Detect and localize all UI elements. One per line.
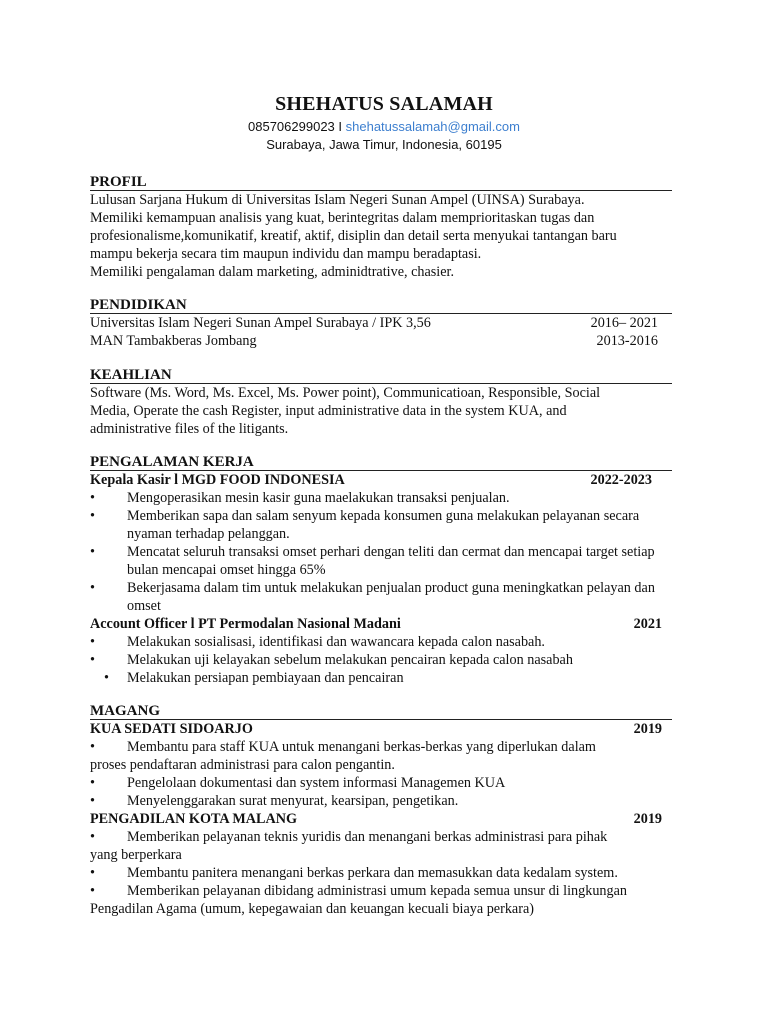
list-item: • Mengoperasikan mesin kasir guna maelakukan transaksi penjualan.: [90, 490, 510, 506]
phone-number: 085706299023 I: [248, 119, 342, 134]
job-header: [90, 615, 672, 633]
bullet: •: [90, 580, 95, 596]
job-role: Account Officer l PT Permodalan Nasional Madani: [90, 616, 401, 632]
list-item: • Melakukan sosialisasi, identifikasi dan wawancara kepada calon nasabah.: [90, 634, 545, 650]
profil-line: profesionalisme,komunikatif, kreatif, aktif, disiplin dan detail serta menyukai tantangan baru: [90, 228, 617, 244]
bullet: •: [90, 652, 95, 668]
list-item: • Melakukan uji kelayakan sebelum melakukan pencairan kepada calon nasabah: [90, 652, 573, 668]
education-school: MAN Tambakberas Jombang: [90, 333, 257, 349]
job-years: 2022-2023: [590, 472, 652, 488]
list-item: • Pengelolaan dokumentasi dan system informasi Managemen KUA: [90, 775, 506, 791]
internship-year: 2019: [633, 811, 662, 827]
bullet: •: [90, 829, 95, 845]
list-item: • Membantu para staff KUA untuk menangani berkas-berkas yang diperlukan dalam: [90, 739, 596, 755]
bullet: •: [90, 775, 95, 791]
internship-header: [90, 720, 672, 738]
list-item: • Membantu panitera menangani berkas perkara dan memasukkan data kedalam system.: [90, 865, 618, 881]
internship-header: [90, 810, 672, 828]
section-title-magang: MAGANG: [90, 703, 672, 720]
section-title-profil: PROFIL: [90, 174, 672, 191]
keahlian-text: [90, 384, 672, 438]
section-title-pendidikan: PENDIDIKAN: [90, 297, 672, 314]
resume-content: [90, 174, 672, 918]
profil-text: [90, 191, 672, 281]
list-item-continuation: Pengadilan Agama (umum, kepegawaian dan keuangan kecuali biaya perkara): [90, 901, 534, 917]
bullet: •: [90, 739, 95, 755]
list-item: • Mencatat seluruh transaksi omset perhari dengan teliti dan cermat dan mencapai target setiap bulan mencapai omset hingga 65%: [90, 544, 655, 578]
profil-line: Memiliki kemampuan analisis yang kuat, berintegritas dalam memprioritaskan tugas dan: [90, 210, 595, 226]
job-role: Kepala Kasir l MGD FOOD INDONESIA: [90, 472, 345, 488]
job-years: 2021: [633, 616, 662, 632]
keahlian-line: administrative files of the litigants.: [90, 421, 289, 437]
internship-name: KUA SEDATI SIDOARJO: [90, 721, 253, 737]
profil-line: Memiliki pengalaman dalam marketing, adminidtrative, chasier.: [90, 264, 455, 280]
email-link[interactable]: shehatussalamah@gmail.com: [345, 119, 520, 134]
internship-name: PENGADILAN KOTA MALANG: [90, 811, 298, 827]
bullet: •: [90, 865, 95, 881]
section-title-keahlian: KEAHLIAN: [90, 367, 672, 384]
bullet: •: [90, 544, 95, 560]
internship-year: 2019: [633, 721, 662, 737]
list-item: • Menyelenggarakan surat menyurat, kearsipan, pengetikan.: [90, 793, 459, 809]
bullet: •: [90, 508, 95, 524]
bullet: •: [104, 670, 109, 686]
bullet: •: [90, 490, 95, 506]
keahlian-line: Media, Operate the cash Register, input administrative data in the system KUA, and: [90, 403, 567, 419]
list-item: • Memberikan pelayanan teknis yuridis dan menangani berkas administrasi para pihak: [90, 829, 608, 845]
bullet: •: [90, 793, 95, 809]
bullet: •: [90, 883, 95, 899]
bullet: •: [90, 634, 95, 650]
list-item: • Memberikan sapa dan salam senyum kepada konsumen guna melakukan pelayanan secara nyaman terhadap pelanggan.: [90, 508, 640, 542]
list-item-continuation: proses pendaftaran administrasi para calon pengantin.: [90, 757, 395, 773]
section-title-pengalaman: PENGALAMAN KERJA: [90, 454, 672, 471]
education-years: 2016– 2021: [590, 315, 658, 331]
education-school: Universitas Islam Negeri Sunan Ampel Surabaya / IPK 3,56: [90, 315, 431, 331]
education-years: 2013-2016: [596, 333, 658, 349]
list-item: • Melakukan persiapan pembiayaan dan pencairan: [104, 670, 404, 686]
keahlian-line: Software (Ms. Word, Ms. Excel, Ms. Power point), Communicatioan, Responsible, Social: [90, 385, 601, 401]
address: Surabaya, Jawa Timur, Indonesia, 60195: [266, 137, 502, 152]
job-header: [90, 471, 672, 489]
list-item: • Bekerjasama dalam tim untuk melakukan penjualan product guna meningkatkan pelayan dan omset: [90, 580, 655, 614]
education-row: [90, 332, 672, 350]
list-item: • Memberikan pelayanan dibidang administrasi umum kepada semua unsur di lingkungan: [90, 883, 627, 899]
profil-line: mampu bekerja secara tim maupun individu dan mampu beradaptasi.: [90, 246, 482, 262]
profil-line: Lulusan Sarjana Hukum di Universitas Islam Negeri Sunan Ampel (UINSA) Surabaya.: [90, 192, 585, 208]
candidate-name: SHEHATUS SALAMAH: [275, 93, 493, 115]
list-item-continuation: yang berperkara: [90, 847, 182, 863]
contact-line: [0, 119, 768, 134]
education-row: [90, 314, 672, 332]
